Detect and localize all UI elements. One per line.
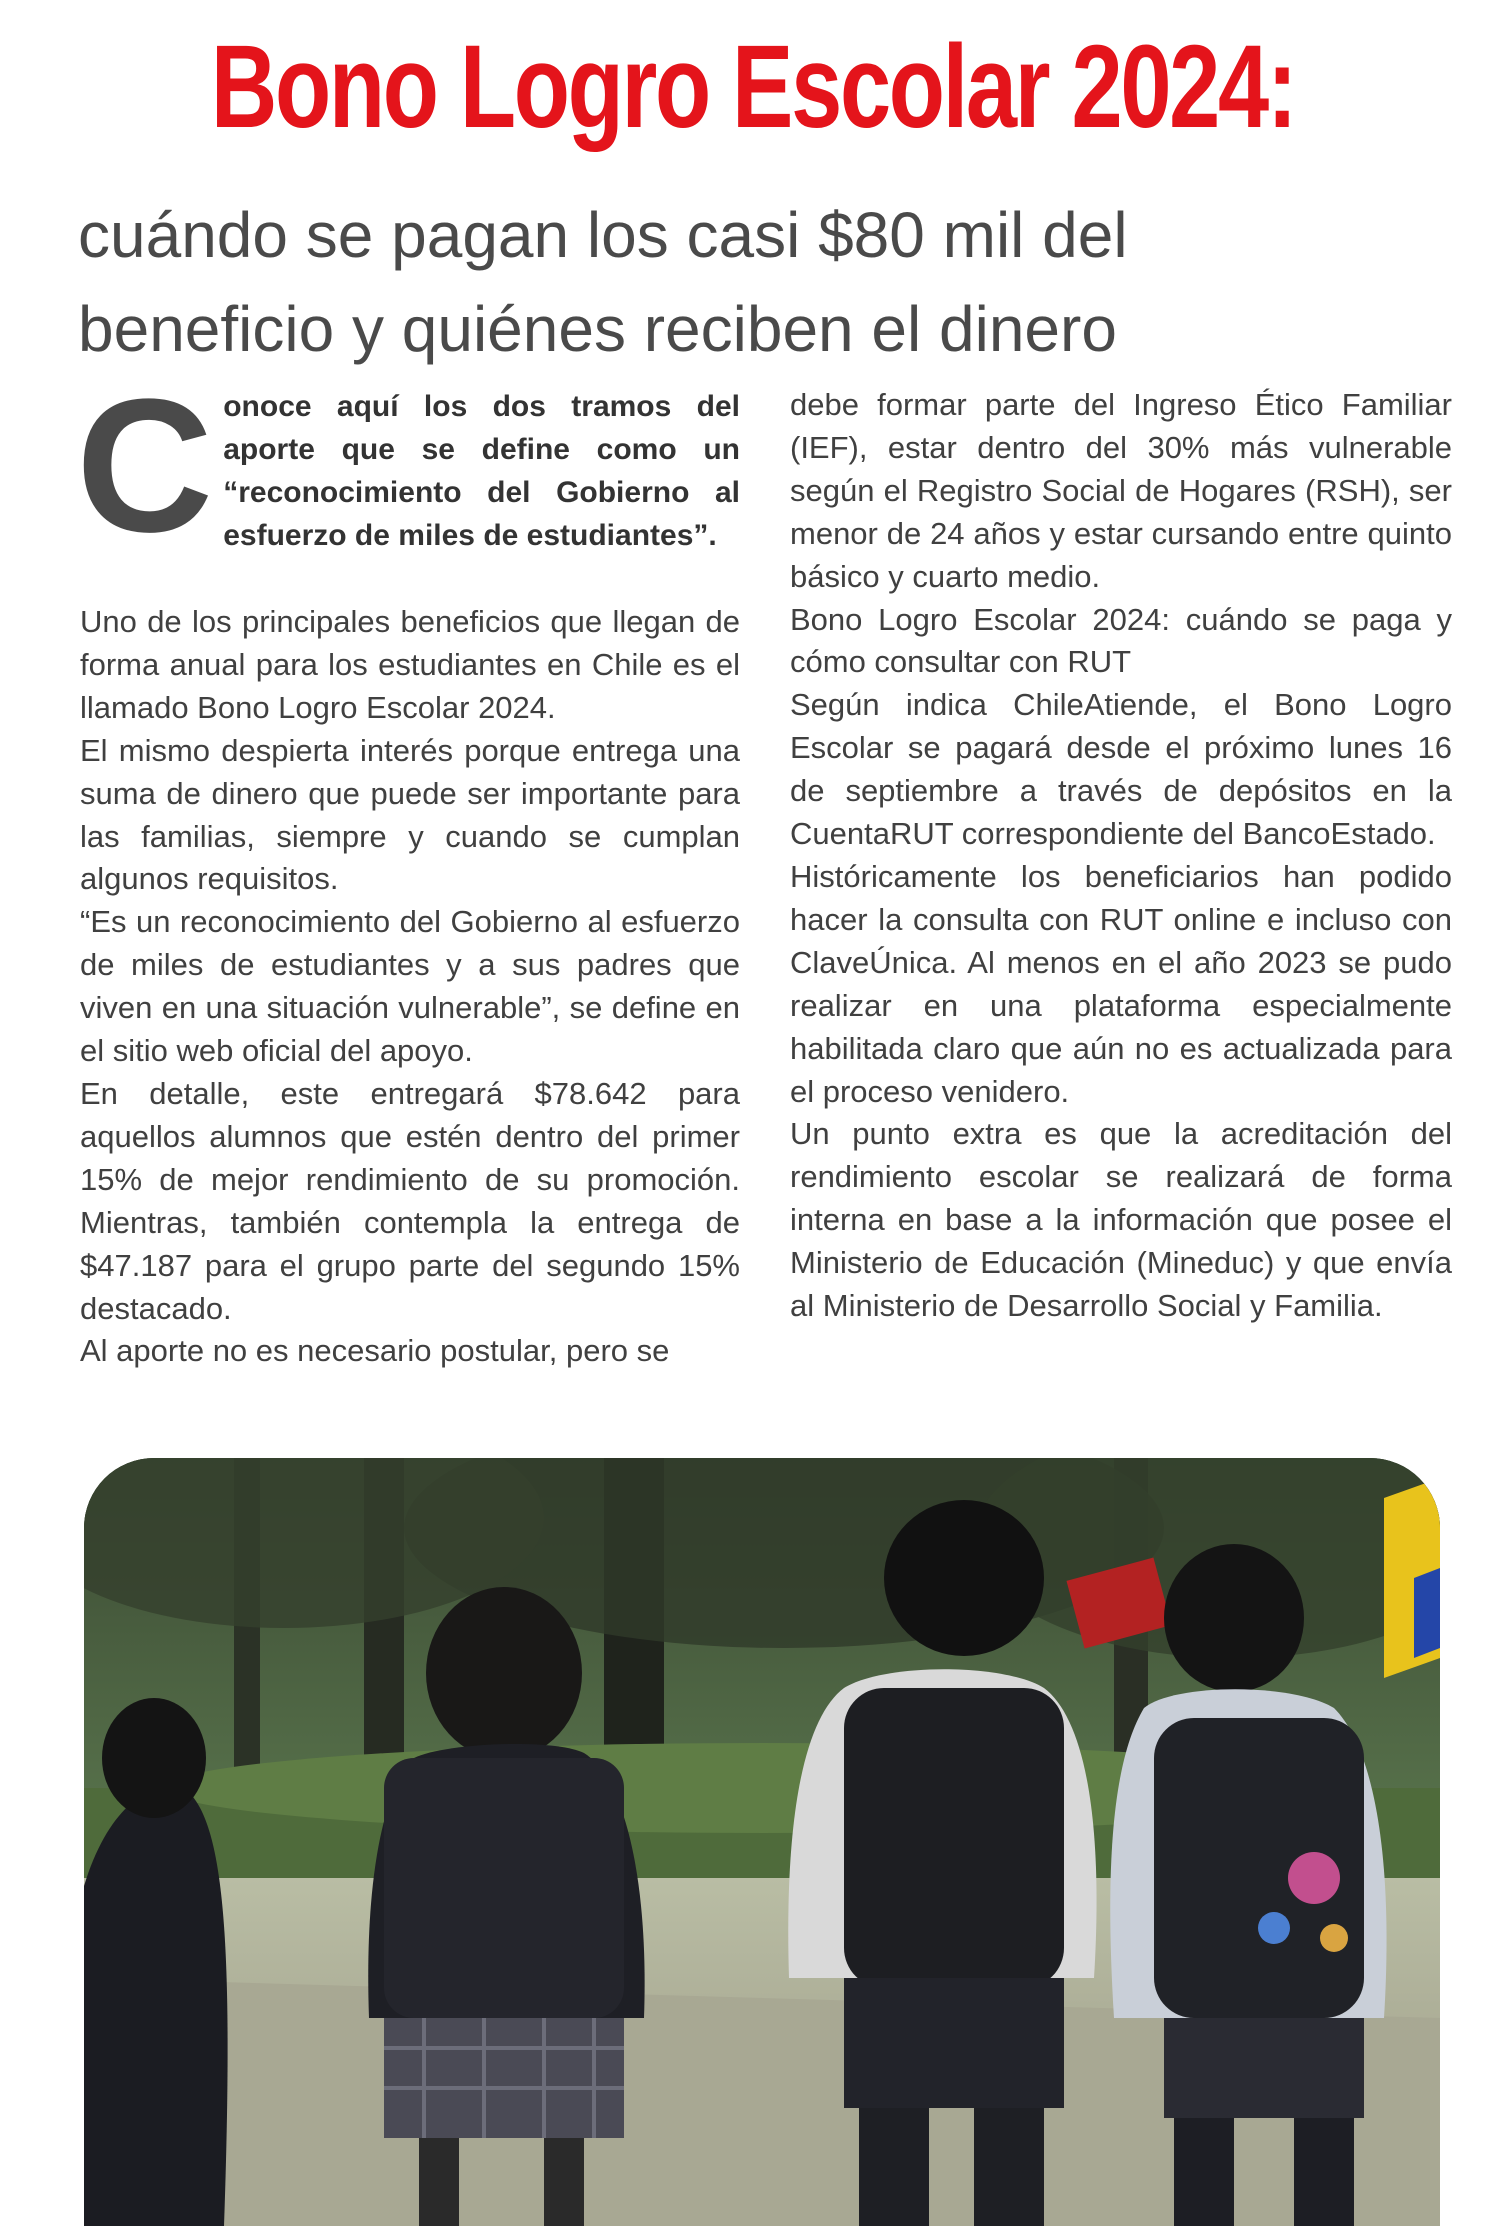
body-paragraph: debe formar parte del Ingreso Ético Familiar (IEF), estar dentro del 30% más vulnerable según el Registro Social de Hogares (RSH), ser menor de 24 años y estar cursando entre quinto básico y cuarto medio. — [790, 387, 1452, 594]
body-paragraph: Según indica ChileAtiende, el Bono Logro Escolar se pagará desde el próximo lunes 16 de septiembre a través de depósitos en la CuentaRUT correspondiente del BancoEstado. — [790, 687, 1452, 852]
headline: Bono Logro Escolar 2024: — [210, 21, 1296, 153]
body-paragraph: Uno de los principales beneficios que llegan de forma anual para los estudiantes en Chile es el llamado Bono Logro Escolar 2024. — [80, 604, 740, 725]
section-subtitle: Bono Logro Escolar 2024: cuándo se paga y cómo consultar con RUT — [790, 601, 1452, 680]
body-paragraph: El mismo despierta interés porque entrega una suma de dinero que puede ser importante para las familias, siempre y cuando se cumplan algunos requisitos. — [80, 732, 740, 897]
body-paragraph: Un punto extra es que la acreditación del rendimiento escolar se realizará de forma interna en base a la información que posee el Ministerio de Educación (Mineduc) y que envía al Ministerio de Desarrollo Social y Familia. — [790, 1116, 1452, 1324]
article-column-right — [790, 384, 1452, 1328]
body-paragraph: Al aporte no es necesario postular, pero se — [80, 1333, 670, 1369]
drop-cap: C — [76, 360, 214, 572]
subheadline-line-2: beneficio y quiénes reciben el dinero — [78, 293, 1117, 365]
body-paragraph: Históricamente los beneficiarios han podido hacer la consulta con RUT online e incluso con ClaveÚnica. Al menos en el año 2023 se pudo realizar en una plataforma especialmente habilitada claro que aún no es actualizada para el proceso venidero. — [790, 858, 1452, 1109]
students-walking-illustration — [84, 1458, 1440, 2226]
article-column-left — [76, 360, 740, 1373]
article-photo — [84, 1458, 1440, 2226]
lead-text: onoce aquí los dos tramos del aporte que se define como un “reconocimiento del Gobierno al esfuerzo de miles de estudiantes”. — [223, 390, 740, 552]
body-paragraph: En detalle, este entregará $78.642 para aquellos alumnos que estén dentro del primer 15% de mejor rendimiento de su promoción. Mientras, también contempla la entrega de $47.187 para el grupo parte del segundo 15% destacado. — [80, 1075, 740, 1326]
body-paragraph: “Es un reconocimiento del Gobierno al esfuerzo de miles de estudiantes y a sus padres que viven en una situación vulnerable”, se define en el sitio web oficial del apoyo. — [80, 904, 740, 1069]
subheadline — [78, 188, 1458, 376]
subheadline-line-1: cuándo se pagan los casi $80 mil del — [78, 199, 1128, 271]
lead-paragraph — [76, 360, 740, 572]
